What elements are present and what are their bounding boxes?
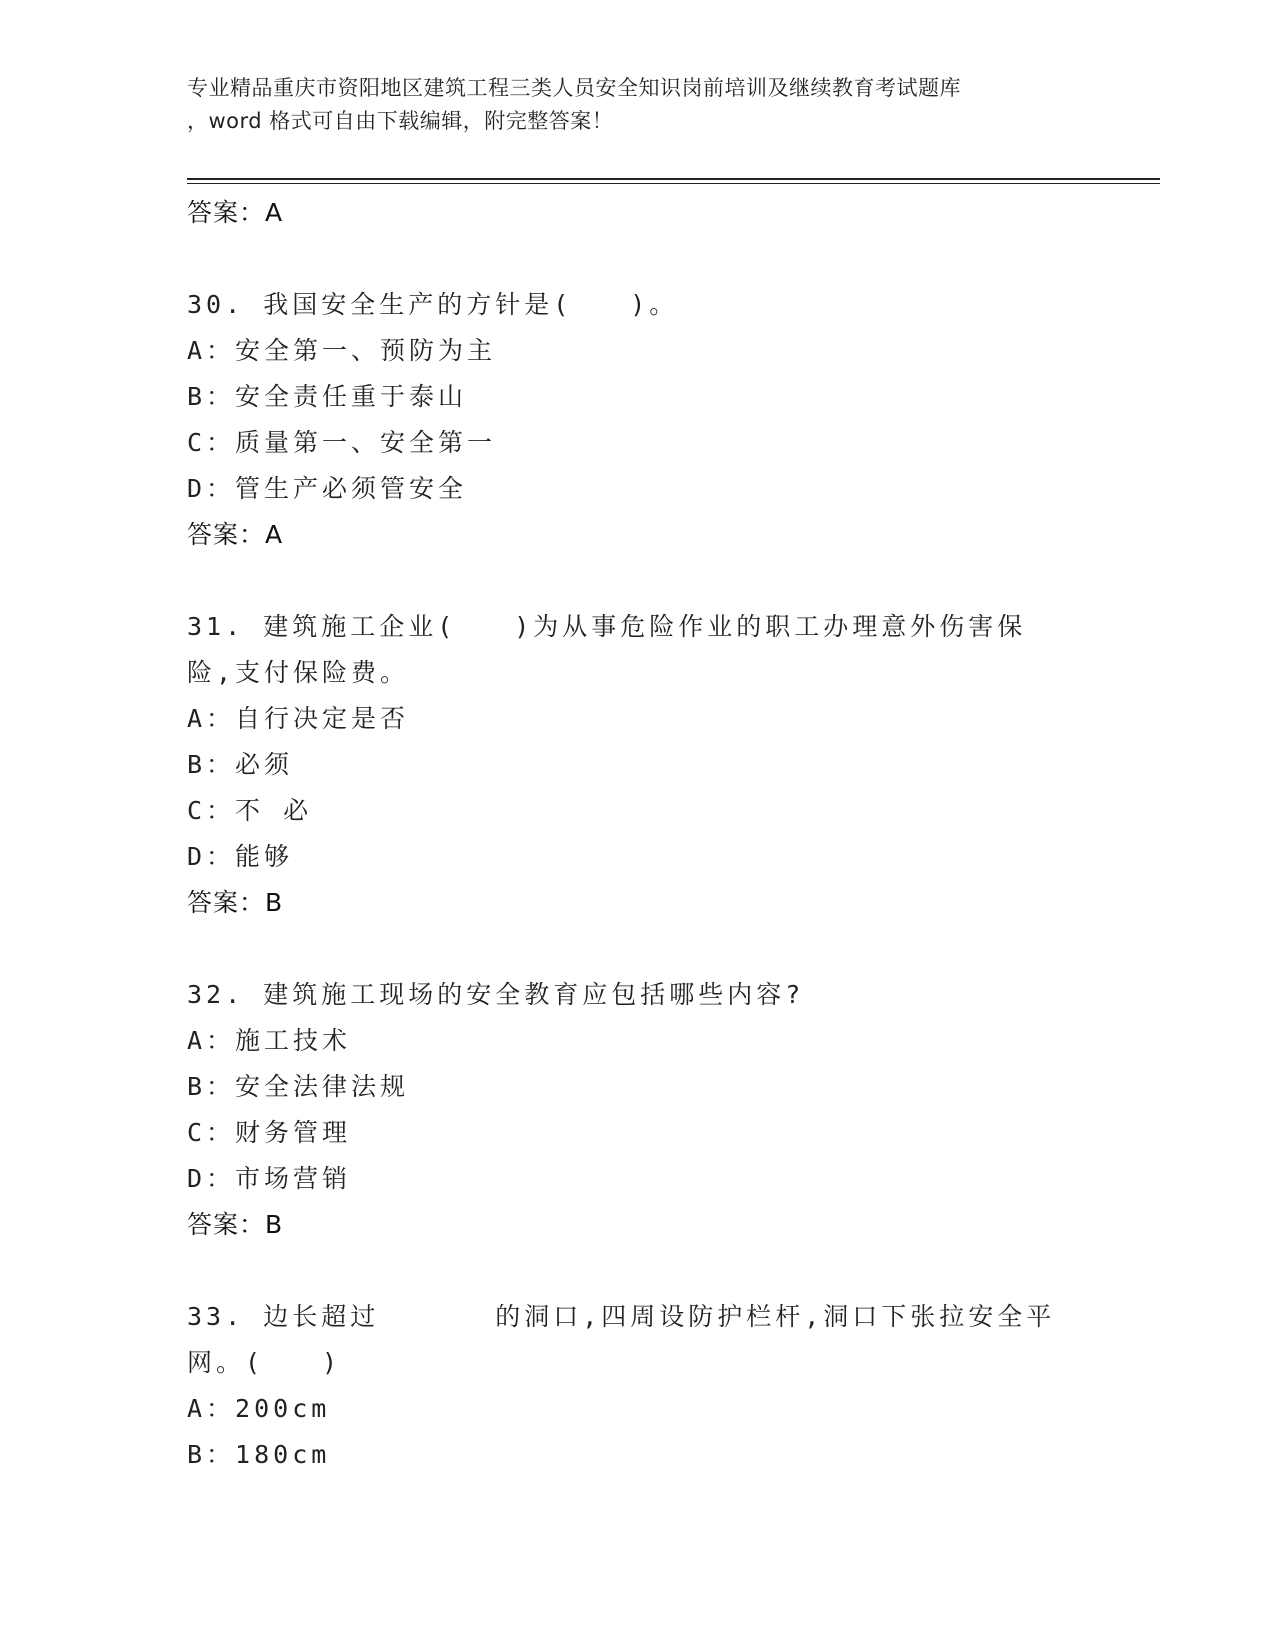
question-text: 32. 建筑施工现场的安全教育应包括哪些内容? [187, 980, 805, 1009]
answer-line: 答案：A [187, 198, 284, 227]
question-text: 30. 我国安全生产的方针是( )。 [187, 290, 679, 319]
option-a: A：自行决定是否 [187, 704, 410, 733]
option-c: C：质量第一、安全第一 [187, 428, 497, 457]
question-33 [187, 1294, 1067, 1478]
header-divider-thin [187, 183, 1160, 184]
header-line-2: ，word 格式可自由下载编辑，附完整答案！ [187, 109, 614, 133]
option-a: A：200cm [187, 1394, 331, 1423]
option-b: B：必须 [187, 750, 294, 779]
header-divider [187, 178, 1160, 180]
page-header [187, 72, 1087, 138]
option-d: D：市场营销 [187, 1164, 352, 1193]
option-c: C：不 必 [187, 796, 313, 825]
option-a: A：施工技术 [187, 1026, 352, 1055]
option-b: B：安全法律法规 [187, 1072, 410, 1101]
question-text: 31. 建筑施工企业( )为从事危险作业的职工办理意外伤害保险,支付保险费。 [187, 612, 1027, 687]
header-line-1: 专业精品重庆市资阳地区建筑工程三类人员安全知识岗前培训及继续教育考试题库 [187, 76, 961, 100]
question-32 [187, 972, 1067, 1248]
document-body [187, 190, 1067, 1478]
option-d: D：能够 [187, 842, 294, 871]
question-text: 33. 边长超过 的洞口,四周设防护栏杆,洞口下张拉安全平网。( ) [187, 1302, 1056, 1377]
answer-line: 答案：B [187, 1210, 284, 1239]
question-30 [187, 282, 1067, 558]
option-d: D：管生产必须管安全 [187, 474, 468, 503]
question-31 [187, 604, 1067, 926]
answer-line: 答案：A [187, 520, 284, 549]
option-a: A：安全第一、预防为主 [187, 336, 497, 365]
answer-line: 答案：B [187, 888, 284, 917]
option-b: B：安全责任重于泰山 [187, 382, 468, 411]
option-c: C：财务管理 [187, 1118, 352, 1147]
option-b: B：180cm [187, 1440, 331, 1469]
